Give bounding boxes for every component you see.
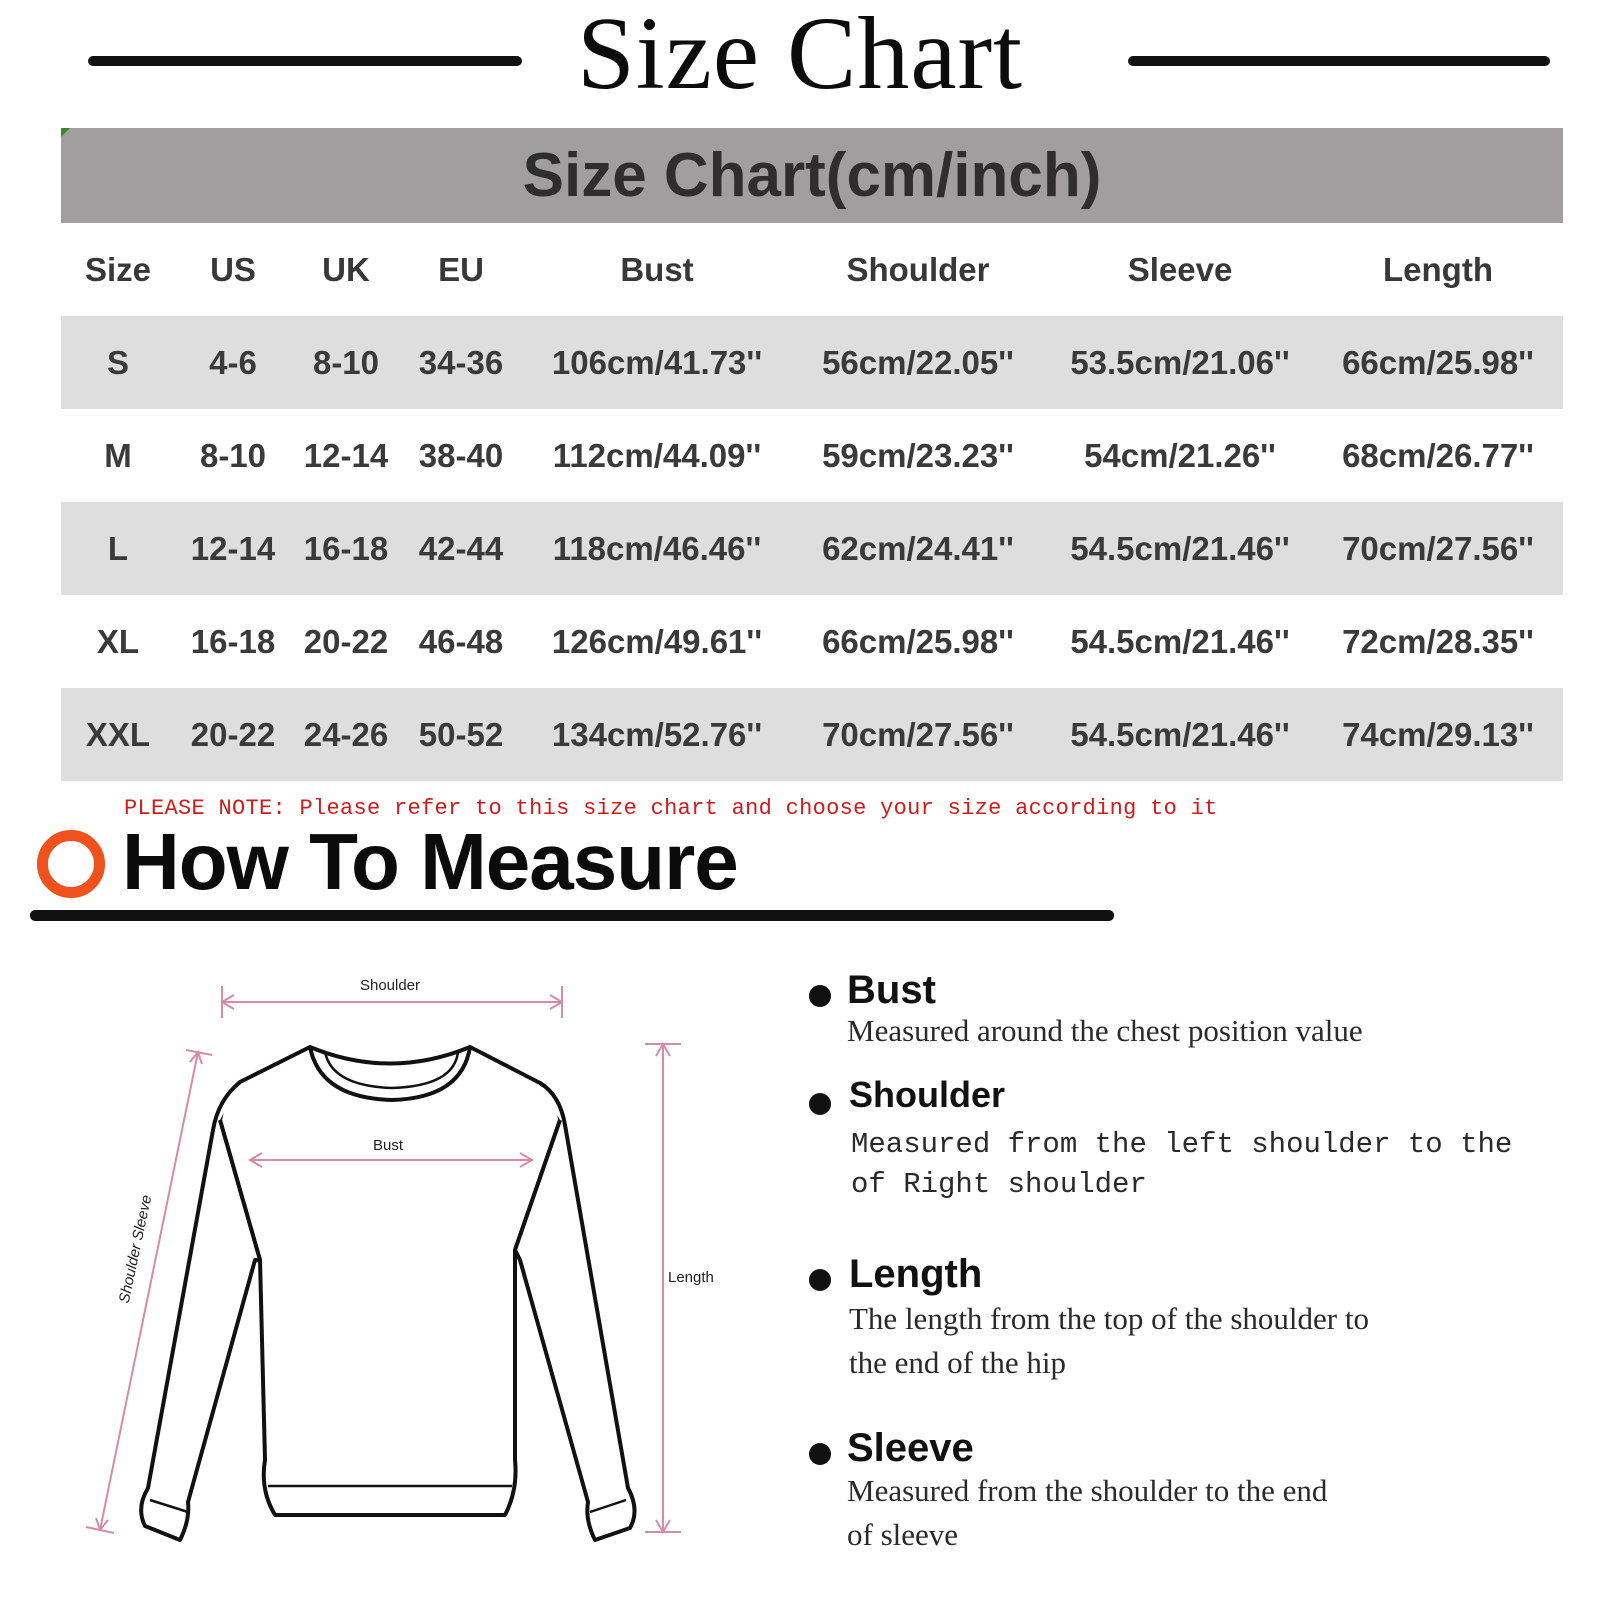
cell-uk: 20-22: [303, 622, 389, 660]
definition-text: Measured from the left shoulder to the: [851, 1128, 1513, 1161]
cell-length: 66cm/25.98'': [1342, 343, 1534, 381]
cell-eu: 50-52: [418, 715, 504, 753]
definition-heading: Length: [849, 1252, 983, 1296]
cell-shoulder: Shoulder: [846, 250, 990, 288]
cell-length: Length: [1383, 250, 1493, 288]
definition-sleeve: [805, 1426, 1545, 1566]
bullet-icon: [809, 985, 831, 1007]
cell-eu: 42-44: [418, 529, 504, 567]
table-banner-text: Size Chart(cm/inch): [522, 141, 1102, 210]
cell-shoulder: 66cm/25.98'': [822, 622, 1014, 660]
title-rule-right: [1128, 56, 1550, 66]
sweater-outline: [141, 1047, 634, 1540]
definition-heading: Bust: [847, 968, 936, 1012]
cell-us: 12-14: [190, 529, 276, 567]
cell-us: US: [210, 250, 256, 288]
definition-text: the end of the hip: [849, 1345, 1066, 1380]
bullet-icon: [809, 1443, 831, 1465]
definition-text: The length from the top of the shoulder to: [849, 1301, 1369, 1336]
cell-bust: 118cm/46.46'': [552, 529, 762, 567]
cell-length: 72cm/28.35'': [1342, 622, 1534, 660]
cell-sleeve: 54.5cm/21.46'': [1070, 622, 1290, 660]
title-rule-left: [88, 56, 522, 66]
size-note: PLEASE NOTE: Please refer to this size chart and choose your size according to it: [124, 796, 1218, 821]
cell-bust: 106cm/41.73'': [551, 343, 763, 381]
cell-shoulder: 62cm/24.41'': [822, 529, 1014, 567]
bullet-icon: [809, 1093, 831, 1115]
cell-bust: 134cm/52.76'': [551, 715, 763, 753]
cell-size: M: [104, 436, 132, 474]
definition-text: Measured around the chest position value: [847, 1013, 1363, 1048]
definition-heading: Sleeve: [847, 1426, 974, 1470]
cell-bust: 126cm/49.61'': [551, 622, 763, 660]
cell-eu: EU: [438, 250, 484, 288]
table-body: [61, 223, 1563, 781]
cell-shoulder: 59cm/23.23'': [822, 436, 1014, 474]
cell-shoulder: 70cm/27.56'': [822, 715, 1014, 753]
table-header-row: [61, 223, 1563, 316]
cell-sleeve: 53.5cm/21.06'': [1070, 343, 1290, 381]
ring-icon: [37, 830, 105, 898]
cell-eu: 34-36: [418, 343, 504, 381]
diagram-label-bust: Bust: [372, 1137, 404, 1154]
table-row: [61, 409, 1563, 502]
cell-sleeve: 54cm/21.26'': [1084, 436, 1276, 474]
size-chart-table: [61, 128, 1563, 781]
cell-size: XL: [96, 622, 140, 660]
cell-shoulder: 56cm/22.05'': [822, 343, 1014, 381]
definition-shoulder: [805, 1074, 1545, 1208]
cell-sleeve: 54.5cm/21.46'': [1070, 715, 1290, 753]
cell-length: 68cm/26.77'': [1342, 436, 1534, 474]
cell-eu: 46-48: [418, 622, 504, 660]
cell-sleeve: 54.5cm/21.46'': [1070, 529, 1290, 567]
table-row: [61, 316, 1563, 409]
cell-uk: 12-14: [303, 436, 389, 474]
cell-us: 20-22: [190, 715, 276, 753]
definition-bust: [805, 968, 1545, 1058]
cell-length: 74cm/29.13'': [1342, 715, 1534, 753]
cell-size: XXL: [85, 715, 151, 753]
cell-us: 8-10: [199, 436, 267, 474]
definition-heading: Shoulder: [849, 1074, 1006, 1115]
diagram-label-length: Length: [668, 1269, 714, 1286]
definition-length: [805, 1252, 1545, 1392]
cell-size: L: [107, 529, 129, 567]
page-title: Size Chart: [576, 0, 1024, 111]
definition-text: Measured from the shoulder to the end: [847, 1473, 1328, 1508]
table-banner: [61, 128, 1563, 223]
definition-text: of Right shoulder: [851, 1168, 1147, 1201]
cell-us: 16-18: [190, 622, 276, 660]
cell-us: 4-6: [209, 343, 257, 381]
table-row: [61, 595, 1563, 688]
definition-text: of sleeve: [847, 1517, 959, 1552]
cell-uk: UK: [322, 250, 370, 288]
how-to-measure-title: How To Measure: [122, 817, 738, 906]
table-row: [61, 502, 1563, 595]
cell-sleeve: Sleeve: [1127, 250, 1233, 288]
cell-size: S: [106, 343, 129, 381]
how-to-measure-rule: [30, 910, 1114, 921]
cell-eu: 38-40: [418, 436, 504, 474]
table-row: [61, 688, 1563, 781]
banner-corner-mark: [61, 128, 70, 137]
length-measure-line: [645, 1044, 681, 1532]
diagram-label-sleeve: Shoulder Sleeve: [115, 1193, 156, 1305]
cell-bust: Bust: [620, 250, 694, 288]
cell-uk: 8-10: [312, 343, 380, 381]
sweater-diagram: [70, 960, 750, 1580]
cell-bust: 112cm/44.09'': [552, 436, 762, 474]
cell-size: Size: [84, 250, 152, 288]
cell-length: 70cm/27.56'': [1342, 529, 1534, 567]
cell-uk: 24-26: [303, 715, 389, 753]
cell-uk: 16-18: [303, 529, 389, 567]
diagram-label-shoulder: Shoulder: [359, 977, 421, 994]
bullet-icon: [809, 1269, 831, 1291]
